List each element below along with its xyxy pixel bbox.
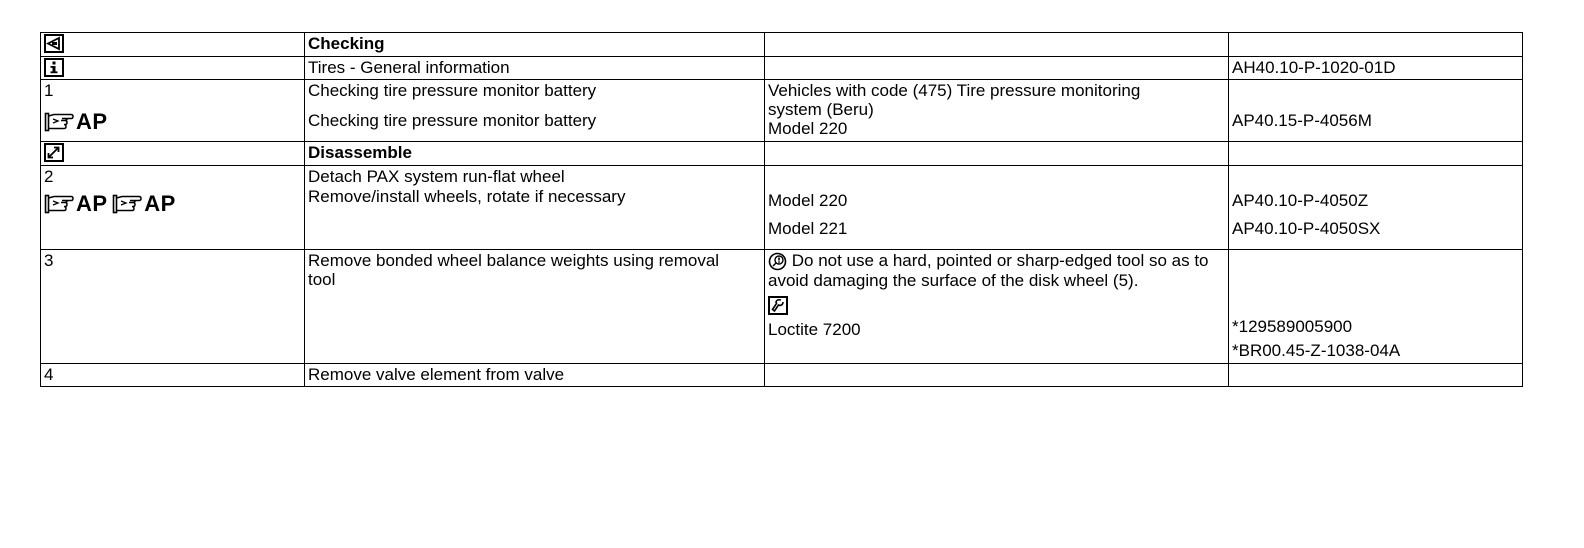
ap-text: Checking tire pressure monitor battery	[308, 111, 597, 130]
back-arrow-box-icon	[44, 34, 64, 53]
ap-label: AP	[144, 191, 176, 216]
step-text: Remove/install wheels, rotate if necessary	[308, 187, 626, 206]
section-title-disassemble: Disassemble	[305, 142, 765, 166]
step-number: 4	[41, 364, 305, 387]
ap-label: AP	[76, 109, 108, 134]
model-text: Model 220	[768, 119, 848, 138]
section-title-checking: Checking	[305, 33, 765, 57]
tires-info-ref[interactable]: AH40.10-P-1020-01D	[1229, 57, 1523, 80]
ap-reference[interactable]	[44, 111, 108, 133]
note-text: Do not use a hard, pointed or sharp-edged tool so as to avoid damaging the surface of the disk wheel (5).	[768, 251, 1209, 291]
tool-box-icon	[768, 296, 788, 315]
step-text: Remove valve element from valve	[305, 364, 765, 387]
tool-ref[interactable]: *129589005900	[1232, 317, 1353, 336]
ap-ref[interactable]: AP40.15-P-4056M	[1232, 111, 1372, 130]
pointing-hand-icon	[44, 194, 74, 214]
ap-reference[interactable]	[44, 193, 108, 215]
step-number: 3	[44, 251, 54, 270]
step-text: Remove bonded wheel balance weights using removal tool	[308, 251, 720, 289]
pointing-hand-icon	[112, 194, 142, 214]
step-number: 2	[44, 167, 54, 186]
ap-ref[interactable]: AP40.10-P-4050Z	[1232, 191, 1369, 210]
model-text: Model 220	[768, 191, 848, 210]
table-row	[41, 33, 1523, 57]
table-row	[41, 166, 1523, 250]
cell-icon	[41, 57, 305, 80]
table-row	[41, 80, 1523, 142]
step-text: Detach PAX system run-flat wheel	[308, 167, 565, 186]
material-ref[interactable]: *BR00.45-Z-1038-04A	[1232, 341, 1401, 360]
step-number: 1	[44, 81, 54, 100]
tires-info-link[interactable]: Tires - General information	[305, 57, 765, 80]
pointing-hand-icon	[44, 112, 74, 132]
procedure-table	[40, 32, 1523, 387]
table-row	[41, 57, 1523, 80]
table-row	[41, 364, 1523, 387]
cell-icon	[41, 142, 305, 166]
table-row	[41, 250, 1523, 364]
model-text: Model 221	[768, 219, 848, 238]
table-row	[41, 142, 1523, 166]
ap-ref[interactable]: AP40.10-P-4050SX	[1232, 219, 1381, 238]
condition-text: Vehicles with code (475) Tire pressure monitoring system (Beru)	[768, 81, 1141, 119]
ap-reference[interactable]	[112, 193, 176, 215]
info-box-icon	[44, 58, 64, 77]
ap-label: AP	[76, 191, 108, 216]
expand-arrow-box-icon	[44, 143, 64, 162]
cell-icon	[41, 33, 305, 57]
material-text: Loctite 7200	[768, 320, 861, 340]
step-text: Checking tire pressure monitor battery	[308, 81, 597, 100]
caution-circle-icon	[768, 252, 787, 271]
